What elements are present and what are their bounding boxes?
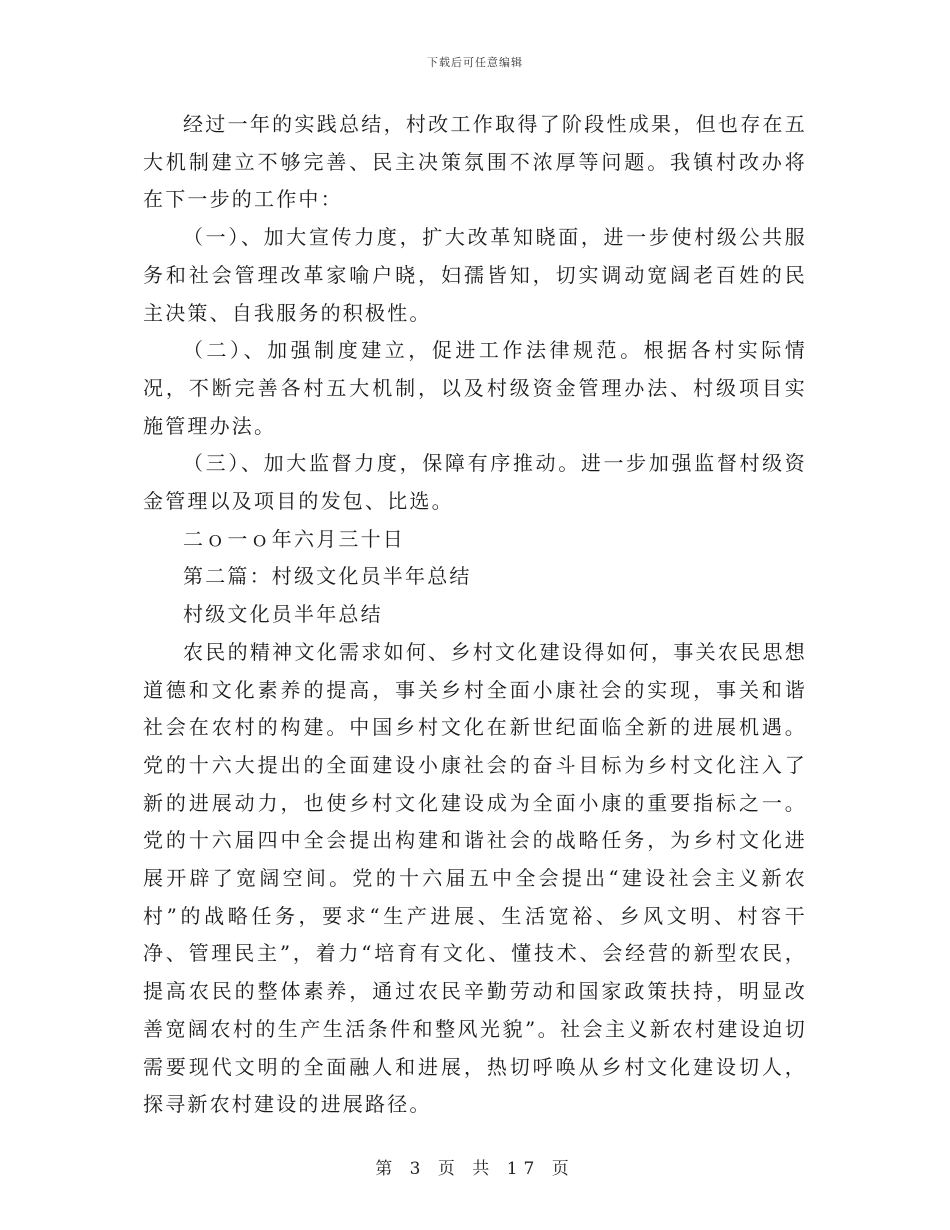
page-header: 下载后可任意编辑 (427, 56, 523, 69)
page-number: 第 3 页 共 17 页 (375, 1159, 575, 1179)
section-heading: 第二篇：村级文化员半年总结 (183, 564, 472, 589)
paragraph-item-1: （一）、加大宣传力度，扩大改革知晓面，进一步使村级公共服务和社会管理改革家喻户晓，妇孺皆知，切实调动宽阔老百姓的民主决策、自我服务的积极性。 (143, 225, 807, 325)
paragraph-item-3: （三）、加大监督力度，保障有序推动。进一步加强监督村级资金管理以及项目的发包、比选。 (143, 451, 807, 514)
date-line: 二ｏ一ｏ年六月三十日 (183, 526, 405, 551)
paragraph-summary: 经过一年的实践总结，村改工作取得了阶段性成果，但也存在五大机制建立不够完善、民主决策氛围不浓厚等问题。我镇村改办将在下一步的工作中： (143, 112, 807, 212)
document-body (143, 106, 807, 1124)
paragraph-body: 农民的精神文化需求如何、乡村文化建设得如何，事关农民思想道德和文化素养的提高，事关乡村全面小康社会的实现，事关和谐社会在农村的构建。中国乡村文化在新世纪面临全新的进展机遇。党的十六大提出的全面建设小康社会的奋斗目标为乡村文化注入了新的进展动力，也使乡村文化建设成为全面小康的重要指标之一。党的十六届四中全会提出构建和谐社会的战略任务，为乡村文化进展开辟了宽阔空间。党的十六届五中全会提出“建设社会主义新农村”的战略任务，要求“生产进展、生活宽裕、乡风文明、村容干净、管理民主”，着力“培育有文化、懂技术、会经营的新型农民，提高农民的整体素养，通过农民辛勤劳动和国家政策扶持，明显改善宽阔农村的生产生活条件和整风光貌”。社会主义新农村建设迫切需要现代文明的全面融人和进展，热切呼唤从乡村文化建设切人，探寻新农村建设的进展路径。 (143, 639, 807, 1117)
paragraph-item-2: （二）、加强制度建立，促进工作法律规范。根据各村实际情况，不断完善各村五大机制，以及村级资金管理办法、村级项目实施管理办法。 (143, 338, 807, 438)
section-title: 村级文化员半年总结 (183, 602, 383, 627)
